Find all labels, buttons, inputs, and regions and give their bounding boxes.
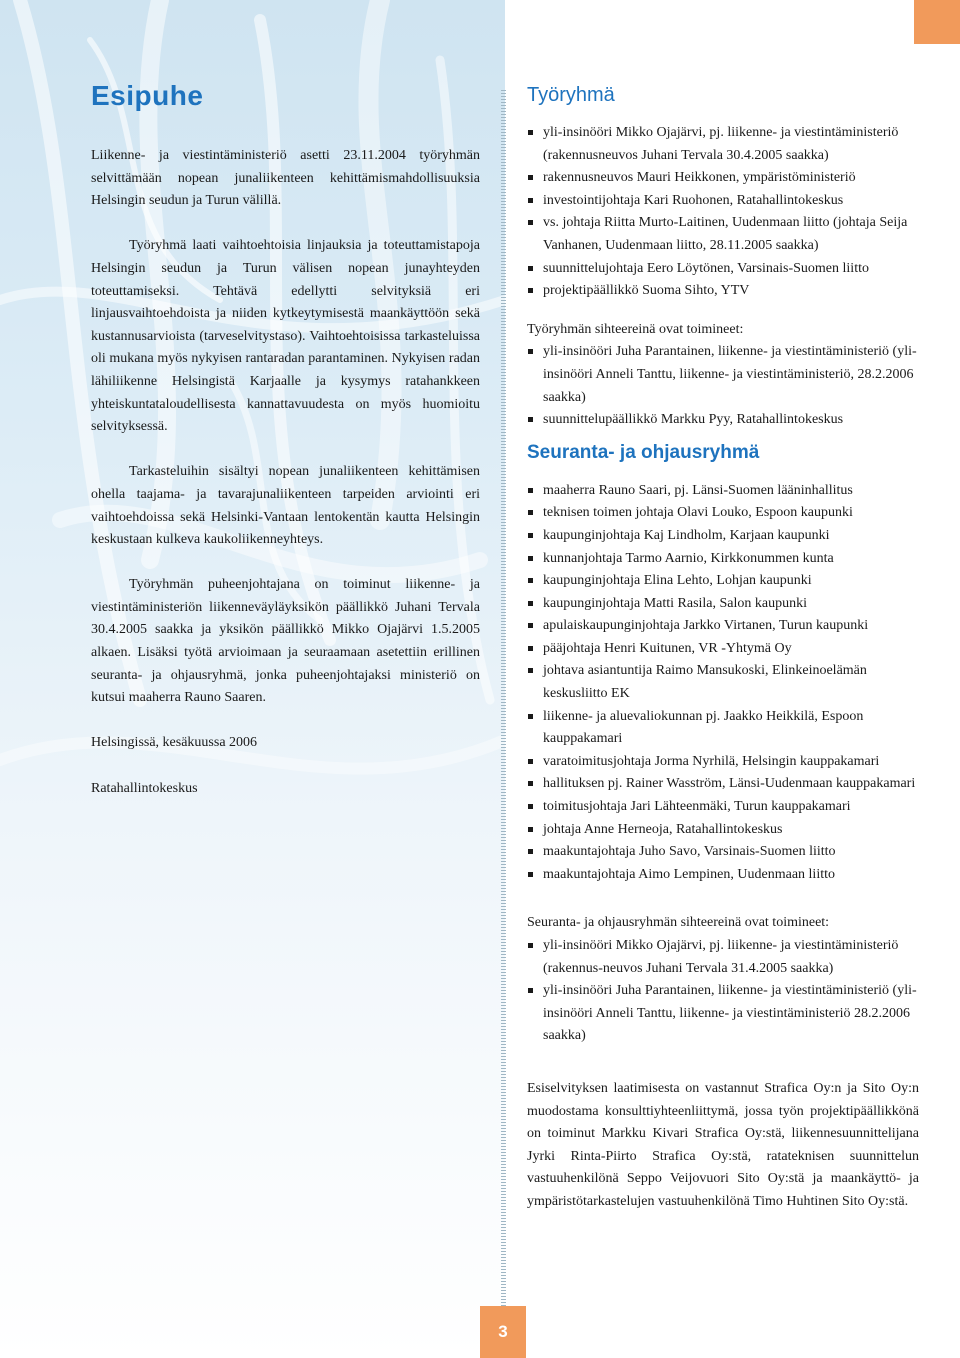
list-item: yli-insinööri Mikko Ojajärvi, pj. liikenne- ja viestintäministeriö (rakennus-neuvos Juhani Tervala 31.4.2005 saakka)	[527, 935, 919, 980]
list-item: rakennusneuvos Mauri Heikkonen, ympäristöministeriö	[527, 167, 919, 190]
list-item: kaupunginjohtaja Elina Lehto, Lohjan kaupunki	[527, 570, 919, 593]
members-column	[527, 82, 919, 1214]
seuranta-members	[527, 480, 919, 887]
list-item: vs. johtaja Riitta Murto-Laitinen, Uudenmaan liitto (johtaja Seija Vanhanen, Uudenmaan liitto, 28.11.2005 saakka)	[527, 212, 919, 257]
list-item: suunnittelupäällikkö Markku Pyy, Ratahallintokeskus	[527, 409, 919, 432]
secretaries-title: Seuranta- ja ohjausryhmän sihteereinä ovat toimineet:	[527, 915, 830, 931]
list-item: varatoimitusjohtaja Jorma Nyrhilä, Helsingin kauppakamari	[527, 751, 919, 774]
list-item: maakuntajohtaja Juho Savo, Varsinais-Suomen liitto	[527, 841, 919, 864]
list-item: liikenne- ja aluevaliokunnan pj. Jaakko Heikkilä, Espoon kauppakamari	[527, 706, 919, 751]
list-item: johtava asiantuntija Raimo Mansukoski, Elinkeinoelämän keskusliitto EK	[527, 660, 919, 705]
seuranta-secretaries	[527, 935, 919, 1048]
intro-paragraph: Työryhmän puheenjohtajana on toiminut liikenne- ja viestintäministeriön liikenneväyläyksikön päällikkö Juhani Tervala 30.4.2005 saakka ja yksikön päällikkö Mikko Ojajärvi 1.5.2005 alkaen. Lisäksi työtä arvioimaan ja seuraamaan asetettiin erillinen seuranta- ja ohjausryhmä, jonka puheenjohtajaksi ministeriö on kutsui maaherra Rauno Saaren.	[91, 577, 480, 706]
list-item: johtaja Anne Herneoja, Ratahallintokeskus	[527, 819, 919, 842]
section-heading-tyoryhma: Työryhmä	[527, 84, 615, 106]
list-item: suunnittelujohtaja Eero Löytönen, Varsinais-Suomen liitto	[527, 258, 919, 281]
intro-column	[91, 145, 480, 800]
list-item: yli-insinööri Juha Parantainen, liikenne- ja viestintäministeriö (yli-insinööri Anneli Tanttu, liikenne- ja viestintäministeriö 28.2.2006 saakka)	[527, 980, 919, 1048]
corner-tab	[914, 0, 960, 44]
list-item: toimitusjohtaja Jari Lähteenmäki, Turun kauppakamari	[527, 796, 919, 819]
list-item: kunnanjohtaja Tarmo Aarnio, Kirkkonummen kunta	[527, 548, 919, 571]
list-item: kaupunginjohtaja Matti Rasila, Salon kaupunki	[527, 593, 919, 616]
intro-paragraph: Liikenne- ja viestintäministeriö asetti 23.11.2004 työryhmän selvittämään nopean junaliikenteen kehittämismahdollisuuksia Helsingin seudun ja Turun välillä.	[91, 148, 480, 209]
list-item: projektipäällikkö Suoma Sihto, YTV	[527, 280, 919, 303]
list-item: maaherra Rauno Saari, pj. Länsi-Suomen lääninhallitus	[527, 480, 919, 503]
list-item: investointijohtaja Kari Ruohonen, Ratahallintokeskus	[527, 190, 919, 213]
signature-place-date: Helsingissä, kesäkuussa 2006	[91, 735, 258, 751]
list-item: apulaiskaupunginjohtaja Jarkko Virtanen, Turun kaupunki	[527, 615, 919, 638]
closing-paragraph: Esiselvityksen laatimisesta on vastannut Strafica Oy:n ja Sito Oy:n muodostama konsulttiyhteenliittymä, jossa työn projektipäällikkönä on toiminut Markku Kivari Strafica Oy:stä, liikennesuunnittelijana Jyrki Rinta-Piirto Strafica Oy:stä, ratateknisen suunnittelun vastuuhenkilönä Seppo Veijovuori Sito Oy:stä ja maankäyttö- ja ympäristötarkastelujen vastuuhenkilönä Timo Huhtinen Sito Oy:stä.	[527, 1080, 919, 1209]
list-item: yli-insinööri Mikko Ojajärvi, pj. liikenne- ja viestintäministeriö (rakennusneuvos Juhani Tervala 30.4.2005 saakka)	[527, 122, 919, 167]
list-item: hallituksen pj. Rainer Wasström, Länsi-Uudenmaan kauppakamari	[527, 773, 919, 796]
secretaries-title: Työryhmän sihteereinä ovat toimineet:	[527, 321, 744, 337]
list-item: pääjohtaja Henri Kuitunen, VR -Yhtymä Oy	[527, 638, 919, 661]
list-item: maakuntajohtaja Aimo Lempinen, Uudenmaan liitto	[527, 864, 919, 887]
page-title: Esipuhe	[91, 80, 204, 111]
list-item: yli-insinööri Juha Parantainen, liikenne- ja viestintäministeriö (yli-insinööri Anneli Tanttu, liikenne- ja viestintäministeriö, 28.2.2006 saakka)	[527, 341, 919, 409]
page-number: 3	[480, 1306, 526, 1358]
list-item: kaupunginjohtaja Kaj Lindholm, Karjaan kaupunki	[527, 525, 919, 548]
column-divider	[501, 90, 506, 1320]
intro-paragraph: Työryhmä laati vaihtoehtoisia linjauksia ja toteuttamistapoja Helsingin seudun ja Turun välisen nopean junayhteyden toteuttamiseksi. Tehtävä edellytti selvityksiä eri linjausvaihtoehdoista ja niiden kytkeytymisestä maankäyttöön sekä kustannusarvioista (tarveselvitystaso). Vaihtoehtoisissa tarkasteluissa oli mukana myös nykyisen rantaradan parantaminen. Nykyisen radan lähiliikenne Helsingistä Karjaalle ja kysymys ratahankkeen yhteiskuntataloudellisesta kannattavuudesta on myös huomioitu selvityksessä.	[91, 238, 480, 435]
signature-organization: Ratahallintokeskus	[91, 780, 198, 796]
tyoryhma-members	[527, 122, 919, 303]
tyoryhma-secretaries	[527, 341, 919, 431]
list-item: teknisen toimen johtaja Olavi Louko, Espoon kaupunki	[527, 502, 919, 525]
section-heading-seuranta: Seuranta- ja ohjausryhmä	[527, 441, 760, 463]
intro-paragraph: Tarkasteluihin sisältyi nopean junaliikenteen kehittämisen ohella taajama- ja tavarajunaliikenteen tarpeiden arviointi eri vaihtoehdoissa sekä Helsinki-Vantaan lentokentän kautta Helsingin keskustaan kulkeva kaukoliikenneyhteys.	[91, 464, 480, 548]
